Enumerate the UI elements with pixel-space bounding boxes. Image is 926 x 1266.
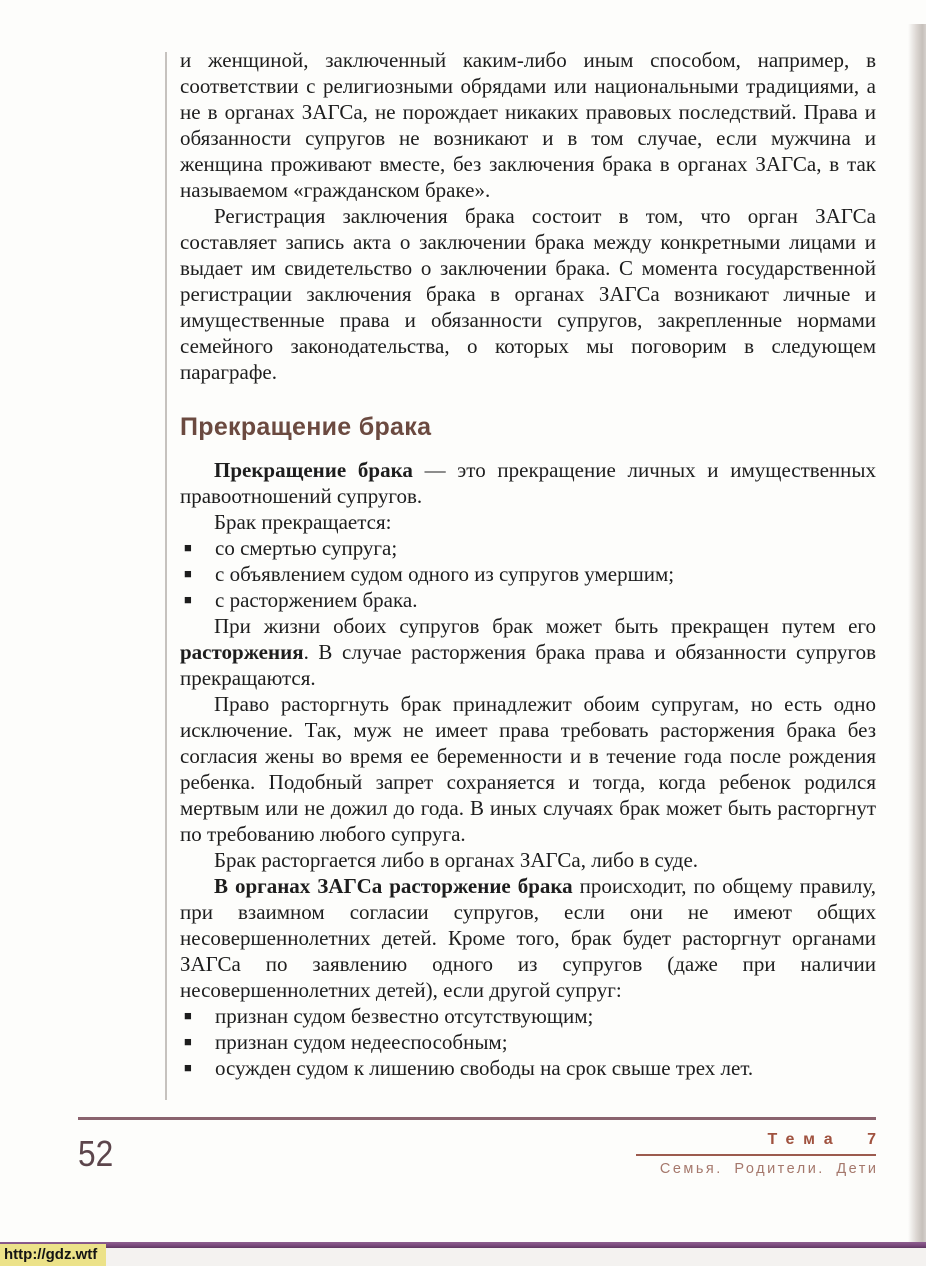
body-paragraph-lifetime (180, 613, 876, 691)
definition-term: Прекращение брака (214, 458, 413, 482)
footer-theme-label: Тема 7 (767, 1131, 885, 1148)
body-paragraph-registration: Регистрация заключения брака состоит в том, что орган ЗАГСа составляет запись акта о заключении брака между конкретными лицами и выдает им свидетельство о заключении брака. С момента государственной регистрации заключения брака в органах ЗАГСа возникают личные и имущественные права и обязанности супругов, закрепленные нормами семейного законодательства, о которых мы поговорим в следующем параграфе. (180, 204, 876, 384)
square-bullet-icon: ■ (184, 540, 192, 555)
watermark-url: http://gdz.wtf (0, 1244, 106, 1266)
lifetime-term: расторжения (180, 640, 304, 664)
list-item-text: осужден судом к лишению свободы на срок свыше трех лет. (215, 1056, 754, 1080)
footer-divider-rule (78, 1117, 876, 1120)
footer-subtitle: Семья. Родители. Дети (659, 1161, 879, 1177)
footer-theme-rule (636, 1154, 876, 1156)
list-item (180, 1055, 876, 1081)
square-bullet-icon: ■ (184, 592, 192, 607)
scan-bottom-bar (0, 1242, 926, 1248)
square-bullet-icon: ■ (184, 1060, 192, 1075)
body-paragraph-where: Брак расторгается либо в органах ЗАГСа, либо в суде. (214, 848, 699, 872)
list-item-text: признан судом безвестно отсутствующим; (215, 1004, 594, 1028)
list-item (180, 587, 876, 613)
list-item (180, 1003, 876, 1029)
zags-rest: происходит, по общему правилу, при взаимном согласии супругов, если они не имеют общих несовершеннолетних детей. Кроме того, брак будет расторгнут органами ЗАГСа по заявлению одного из супругов (даже при наличии несовершеннолетних детей), если другой супруг: (180, 874, 877, 1002)
zags-bullet-list (180, 1003, 876, 1081)
list-item (180, 1029, 876, 1055)
zags-lead: В органах ЗАГСа расторжение брака (214, 874, 573, 898)
lifetime-pre: При жизни обоих супругов брак может быть прекращен путем его (214, 614, 876, 638)
body-paragraph-exception: Право расторгнуть брак принадлежит обоим супругам, но есть одно исключение. Так, муж не имеет права требовать расторжения брака без согласия жены во время ее беременности и в течение года после рождения ребенка. Подобный запрет сохраняется и тогда, когда ребенок родился мертвым или не дожил до года. В иных случаях брак может быть расторгнут по требованию любого супруга. (180, 692, 876, 846)
page-number: 52 (78, 1133, 114, 1174)
termination-bullet-list (180, 535, 876, 613)
list-item-text: признан судом недееспособным; (215, 1030, 508, 1054)
list-item-text: с расторжением брака. (215, 588, 418, 612)
list-item (180, 535, 876, 561)
section-heading: Прекращение брака (180, 413, 432, 441)
lifetime-post: . В случае расторжения брака права и обязанности супругов прекращаются. (180, 640, 876, 690)
list-item-text: со смертью супруга; (215, 536, 398, 560)
body-paragraph-continuation: и женщиной, заключенный каким-либо иным способом, например, в соответствии с религиозными обрядами или национальными традициями, а не в органах ЗАГСа, не порождает никаких правовых последствий. Права и обязанности супругов не возникают и в том случае, если мужчина и женщина проживают вместе, без заключения брака в органах ЗАГСа, в так называемом «гражданском браке». (180, 48, 876, 202)
body-text-column (180, 47, 876, 1081)
square-bullet-icon: ■ (184, 566, 192, 581)
list-item (180, 561, 876, 587)
body-paragraph-definition (180, 457, 876, 509)
body-paragraph-zags (180, 873, 876, 1003)
scan-bottom-strip (0, 1248, 926, 1266)
definition-rest: — это прекращение личных и имущественных правоотношений супругов. (180, 458, 876, 508)
text-column-left-rule (165, 52, 167, 1100)
square-bullet-icon: ■ (184, 1008, 192, 1023)
square-bullet-icon: ■ (184, 1034, 192, 1049)
footer-theme-block (596, 1131, 885, 1177)
body-paragraph-terminates: Брак прекращается: (214, 510, 392, 534)
list-item-text: с объявлением судом одного из супругов умершим; (215, 562, 675, 586)
page-scan-edge-shadow (908, 24, 926, 1242)
